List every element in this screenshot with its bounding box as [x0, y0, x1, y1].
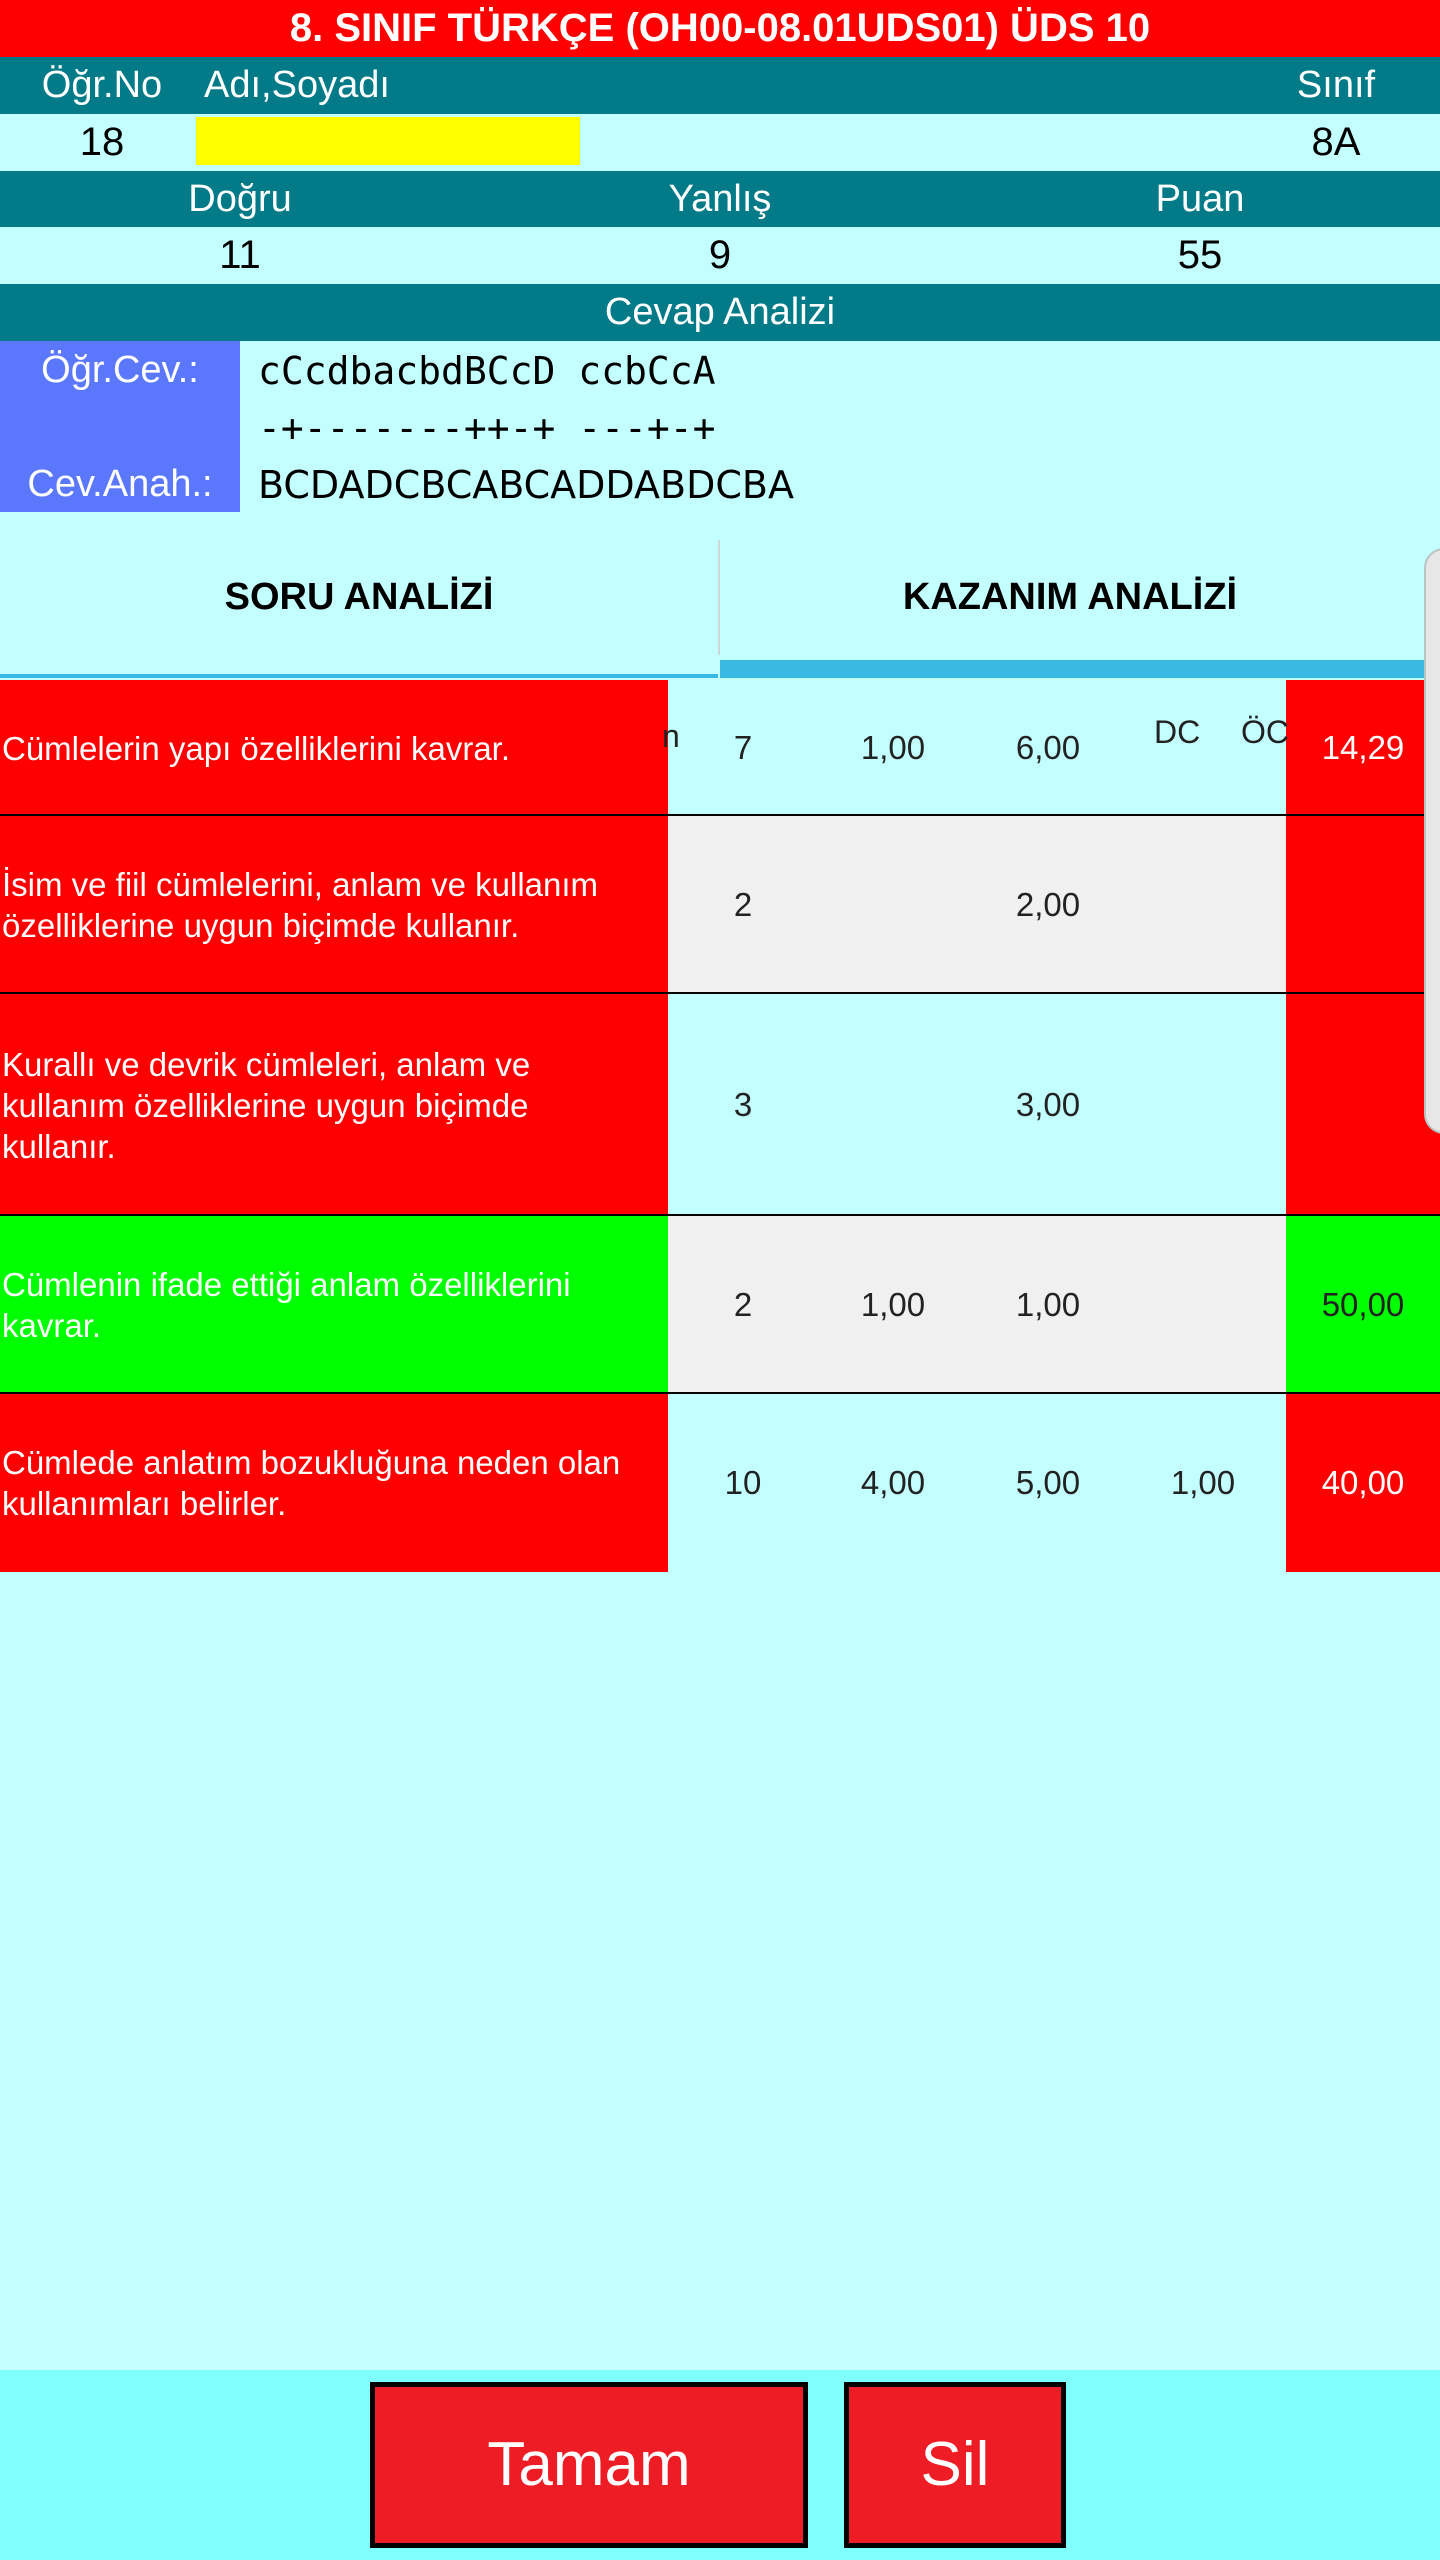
success-percentage: 14,29: [1286, 680, 1440, 816]
tab-kazanim-indicator: [720, 660, 1440, 678]
row-value-c2: 4,00: [860, 1464, 926, 1501]
kazanim-description-line: kullanımları belirler.: [2, 1485, 287, 1522]
success-percentage: [1286, 994, 1440, 1216]
kazanim-description: [0, 994, 668, 1216]
row-value-c3: 1,00: [1015, 1286, 1081, 1323]
row-value-c4: [1128, 816, 1278, 994]
kazanim-description-line: kullanım özelliklerine uygun biçimde: [2, 1086, 529, 1124]
success-percentage: 50,00: [1286, 1216, 1440, 1394]
ok-button[interactable]: Tamam: [370, 2382, 808, 2548]
success-percentage: 40,00: [1286, 1394, 1440, 1572]
score-header: [0, 171, 1440, 227]
kazanim-description-line: kavrar.: [2, 1307, 102, 1344]
kazanim-description-line: İsim ve fiil cümlelerini, anlam ve kullanım: [2, 866, 599, 903]
kazanim-description: [0, 1216, 668, 1394]
row-values: [668, 1394, 1286, 1572]
tab-soru-underline: [0, 674, 718, 678]
wrong-value: 9: [708, 233, 732, 277]
answer-marks: -+-------++-+ ---+-+: [258, 406, 716, 450]
student-name-field: [196, 117, 580, 165]
row-value-c2: 1,00: [860, 1286, 926, 1323]
delete-button[interactable]: Sil: [844, 2382, 1066, 2548]
row-value-c1: 2: [733, 886, 753, 923]
row-value-c3: 2,00: [1015, 886, 1081, 923]
row-value-c2: 1,00: [860, 729, 926, 766]
row-value-c3: 6,00: [1015, 729, 1081, 766]
row-values: [668, 1216, 1286, 1394]
class-value: 8A: [1311, 120, 1361, 164]
student-answers-label: Öğr.Cev.:: [41, 349, 199, 391]
table-row: [0, 1216, 1440, 1394]
student-info-header: [0, 57, 1440, 114]
column-header-dc: DC: [1154, 714, 1201, 750]
kazanim-description: [0, 680, 668, 816]
answer-labels-panel: [0, 341, 240, 512]
row-value-c2: [818, 816, 968, 994]
table-row: [0, 680, 1440, 816]
wrong-label: Yanlış: [668, 178, 772, 220]
points-label: Puan: [1155, 178, 1245, 220]
kazanim-description: [0, 1394, 668, 1572]
kazanim-description-line: Cümlelerin yapı özelliklerini kavrar.: [2, 729, 511, 767]
student-no-label: Öğr.No: [41, 64, 163, 106]
student-no-value: 18: [79, 120, 125, 164]
kazanim-description: [0, 816, 668, 994]
table-row: [0, 1394, 1440, 1572]
row-values: [668, 994, 1286, 1216]
row-value-c1: 7: [733, 729, 753, 766]
row-value-c1: 2: [733, 1286, 753, 1323]
answer-key: BCDADCBCABCADDABDCBA: [258, 463, 794, 507]
tab-soru-analizi[interactable]: SORU ANALİZİ: [0, 540, 718, 675]
row-value-c4: [1128, 994, 1278, 1216]
row-value-c3: 3,00: [1015, 1086, 1081, 1123]
kazanim-description-line: özelliklerine uygun biçimde kullanır.: [2, 907, 520, 944]
row-value-c4: 1,00: [1170, 1464, 1236, 1501]
correct-label: Doğru: [188, 178, 292, 220]
table-row: [0, 994, 1440, 1216]
student-info-values: [0, 114, 1440, 171]
correct-value: 11: [219, 233, 261, 277]
tab-kazanim-analizi[interactable]: KAZANIM ANALİZİ: [902, 576, 1238, 618]
side-drawer-handle[interactable]: [1424, 548, 1440, 1134]
score-values: [0, 227, 1440, 284]
answer-key-label: Cev.Anah.:: [27, 463, 213, 505]
success-percentage: [1286, 816, 1440, 994]
table-row: [0, 816, 1440, 994]
column-header-first: n: [662, 718, 680, 754]
answer-analysis-header: Cevap Analizi: [0, 284, 1440, 341]
row-value-c4: [1128, 1216, 1278, 1394]
student-name-label: Adı,Soyadı: [204, 64, 390, 106]
class-label: Sınıf: [1296, 64, 1376, 106]
kazanim-description-line: Cümlede anlatım bozukluğuna neden olan: [2, 1444, 621, 1481]
row-value-c2: [818, 994, 968, 1216]
column-header-oc: ÖC: [1241, 714, 1289, 750]
kazanim-description-line: kullanır.: [2, 1127, 116, 1165]
student-answers: cCcdbacbdBCcD ccbCcA: [258, 349, 716, 393]
points-value: 55: [1177, 233, 1223, 277]
kazanim-description-line: Cümlenin ifade ettiği anlam özelliklerini: [2, 1266, 571, 1303]
row-value-c1: 3: [733, 1086, 753, 1123]
kazanim-description-line: Kurallı ve devrik cümleleri, anlam ve: [2, 1045, 531, 1083]
row-value-c3: 5,00: [1015, 1464, 1081, 1501]
row-values: [668, 816, 1286, 994]
row-value-c1: 10: [724, 1464, 762, 1501]
page-title: 8. SINIF TÜRKÇE (OH00-08.01UDS01) ÜDS 10: [0, 0, 1440, 57]
